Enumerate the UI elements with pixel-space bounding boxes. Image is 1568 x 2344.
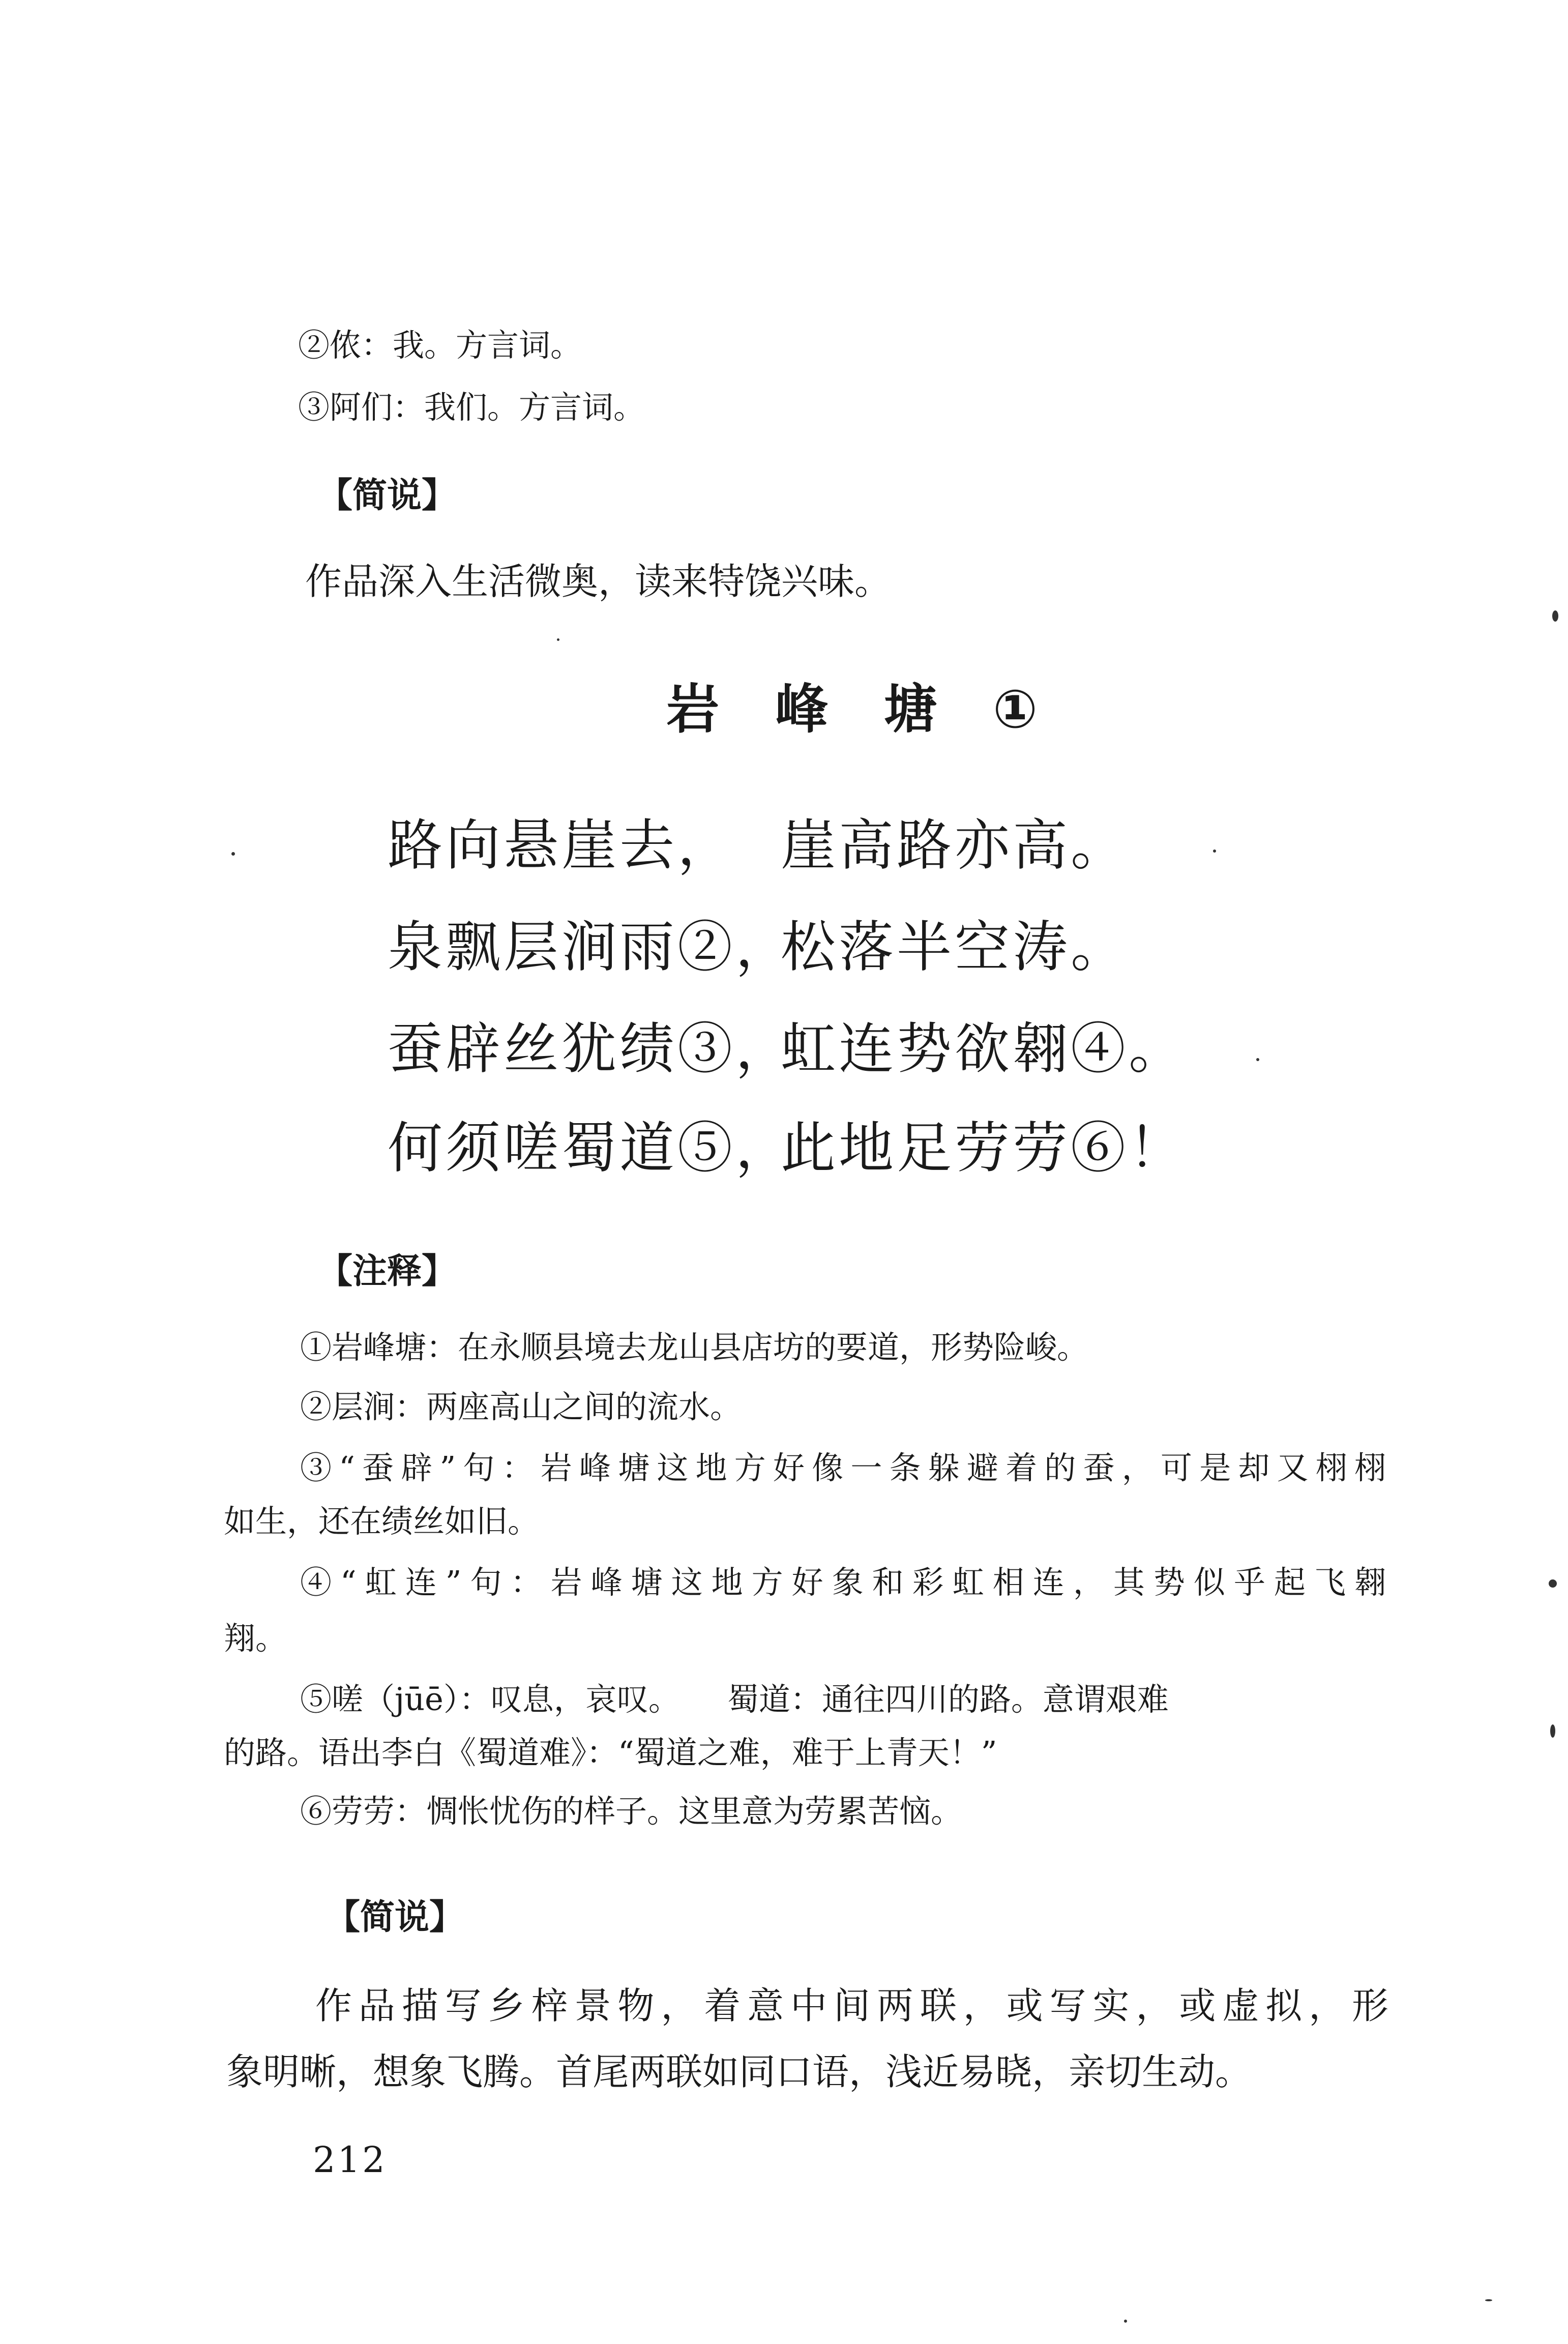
- scan-speck: [1549, 1579, 1557, 1588]
- brief-text: 作品深入生活微奥，读来特饶兴味。: [305, 560, 892, 603]
- scan-speck: [1256, 1058, 1259, 1061]
- brief-text: 象明晰，想象飞腾。首尾两联如同口语，浅近易晓，亲切生动。: [226, 2050, 1252, 2093]
- note-line: ③阿们：我们。方言词。: [298, 389, 645, 426]
- annotation-line: ②层涧：两座高山之间的流水。: [300, 1388, 742, 1425]
- scan-speck: [231, 852, 235, 856]
- poem-line-left: 路向悬崖去，: [388, 814, 736, 877]
- annotation-line: ④“虹连”句：岩峰塘这地方好象和彩虹相连，其势似乎起飞翱: [300, 1564, 1386, 1601]
- section-heading-brief-2: 【简说】: [326, 1897, 464, 1938]
- poem-line-right: 虹连势欲翱④。: [781, 1017, 1187, 1081]
- scan-speck: [557, 638, 559, 641]
- note-line: ②侬：我。方言词。: [298, 327, 582, 364]
- page-number: 212: [313, 2139, 387, 2181]
- brief-text: 作品描写乡梓景物，着意中间两联，或写实，或虚拟，形: [315, 1984, 1388, 2027]
- annotation-line: ⑤嗟（jūē）：叹息，哀叹。 蜀道：通往四川的路。意谓艰难: [300, 1681, 1169, 1718]
- annotation-line: 翔。: [224, 1620, 287, 1657]
- scan-speck: [1485, 2299, 1492, 2301]
- annotation-line: 如生，还在绩丝如旧。: [224, 1503, 540, 1540]
- poem-line-left: 何须嗟蜀道⑤，: [388, 1117, 794, 1180]
- scan-speck: [1552, 610, 1558, 622]
- section-heading-brief: 【简说】: [318, 476, 457, 516]
- annotation-line: ①岩峰塘：在永顺县境去龙山县店坊的要道，形势险峻。: [300, 1329, 1089, 1366]
- scan-speck: [1550, 1724, 1555, 1738]
- poem-line-left: 蚕辟丝犹绩③，: [388, 1017, 794, 1081]
- section-heading-annotations: 【注释】: [318, 1251, 457, 1292]
- annotation-line: 的路。语出李白《蜀道难》：“蜀道之难，难于上青天！”: [224, 1734, 997, 1771]
- poem-title: 岩峰塘①: [666, 678, 1094, 740]
- poem-line-right: 崖高路亦高。: [781, 814, 1129, 877]
- annotation-line: ③“蚕辟”句：岩峰塘这地方好像一条躲避着的蚕，可是却又栩栩: [300, 1449, 1386, 1486]
- poem-line-right: 松落半空涛。: [781, 916, 1129, 979]
- scan-speck: [1124, 2320, 1127, 2323]
- annotation-line: ⑥劳劳：惆怅忧伤的样子。这里意为劳累苦恼。: [300, 1793, 963, 1830]
- scan-speck: [1213, 849, 1216, 853]
- poem-line-left: 泉飘层涧雨②，: [388, 916, 794, 979]
- poem-line-right: 此地足劳劳⑥！: [781, 1117, 1187, 1180]
